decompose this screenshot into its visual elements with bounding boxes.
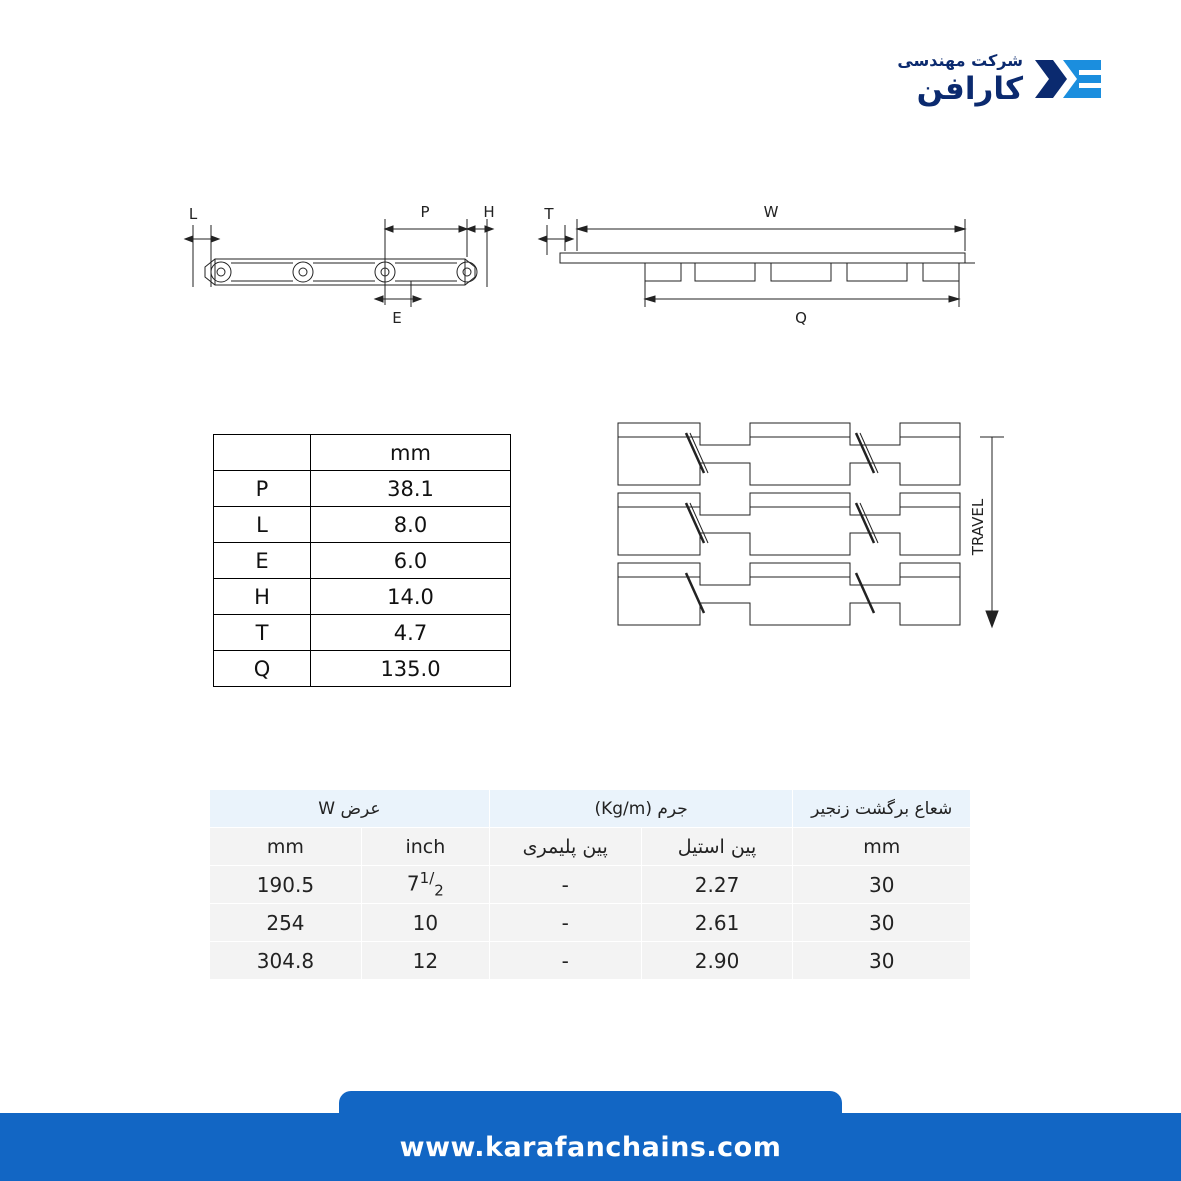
spec-radius: 30 [793,904,971,942]
dim-value-e: 6.0 [311,543,511,579]
dim-key-t: T [214,615,311,651]
spec-sub-radius-mm: mm [793,828,971,866]
fraction-slash-icon: / [429,869,435,888]
dim-value-t: 4.7 [311,615,511,651]
spec-sub-width-mm: mm [210,828,362,866]
spec-group-mass: جرم (Kg/m) [489,790,793,828]
dim-key-l: L [214,507,311,543]
spec-width-inch-whole: 7 [406,871,420,896]
dim-header-blank [214,435,311,471]
table-row [214,471,511,507]
brand-subtitle: شرکت مهندسی [897,51,1023,70]
spec-sub-width-inch: inch [361,828,489,866]
spec-sub-header-row [210,828,971,866]
website-url-link[interactable]: www.karafanchains.com [399,1131,782,1163]
spec-polymer-pin: - [489,904,641,942]
spec-group-radius: شعاع برگشت زنجیر [793,790,971,828]
dimension-label-H: H [483,203,495,221]
brand-logo [897,52,1103,106]
dim-header-unit: mm [311,435,511,471]
technical-drawing-elevation [175,195,975,335]
spec-sub-polymer-pin: پین پلیمری [489,828,641,866]
table-row [214,615,511,651]
dim-key-e: E [214,543,311,579]
spec-width-mm: 254 [210,904,362,942]
spec-width-inch-numerator: 1 [419,869,430,888]
dimension-label-T: T [544,205,554,223]
spec-width-mm: 304.8 [210,942,362,980]
spec-group-width: عرض W [210,790,490,828]
dimension-label-P: P [420,203,430,221]
table-row [214,507,511,543]
dimension-label-Q: Q [795,309,807,327]
dimension-label-E: E [392,309,402,327]
table-row [210,866,971,904]
dim-key-h: H [214,579,311,615]
spec-width-inch-denominator: 2 [434,881,444,900]
dim-value-l: 8.0 [311,507,511,543]
brand-text [897,53,1023,105]
brand-title: کارافن [916,71,1023,107]
spec-steel-pin: 2.61 [641,904,793,942]
spec-group-header-row [210,790,971,828]
technical-drawing-plan [600,415,1020,675]
dimension-label-L: L [188,205,198,223]
spec-sub-steel-pin: پین استیل [641,828,793,866]
footer-tab [339,1091,842,1113]
spec-width-inch [361,866,489,904]
dim-value-q: 135.0 [311,651,511,687]
spec-width-inch: 10 [361,904,489,942]
spec-polymer-pin: - [489,866,641,904]
dim-key-q: Q [214,651,311,687]
spec-polymer-pin: - [489,942,641,980]
travel-direction-label: TRAVEL [969,498,987,556]
dimension-label-W: W [763,203,779,221]
karafan-logo-mark-icon [1033,52,1103,106]
spec-steel-pin: 2.27 [641,866,793,904]
specification-table [209,789,971,980]
spec-width-mm: 190.5 [210,866,362,904]
dim-value-p: 38.1 [311,471,511,507]
spec-steel-pin: 2.90 [641,942,793,980]
table-row [214,435,511,471]
table-row [210,942,971,980]
footer [0,1113,1181,1181]
dim-key-p: P [214,471,311,507]
spec-radius: 30 [793,866,971,904]
table-row [214,543,511,579]
dim-value-h: 14.0 [311,579,511,615]
table-row [210,904,971,942]
table-row [214,651,511,687]
spec-width-inch: 12 [361,942,489,980]
dimension-table [213,434,511,687]
spec-radius: 30 [793,942,971,980]
table-row [214,579,511,615]
